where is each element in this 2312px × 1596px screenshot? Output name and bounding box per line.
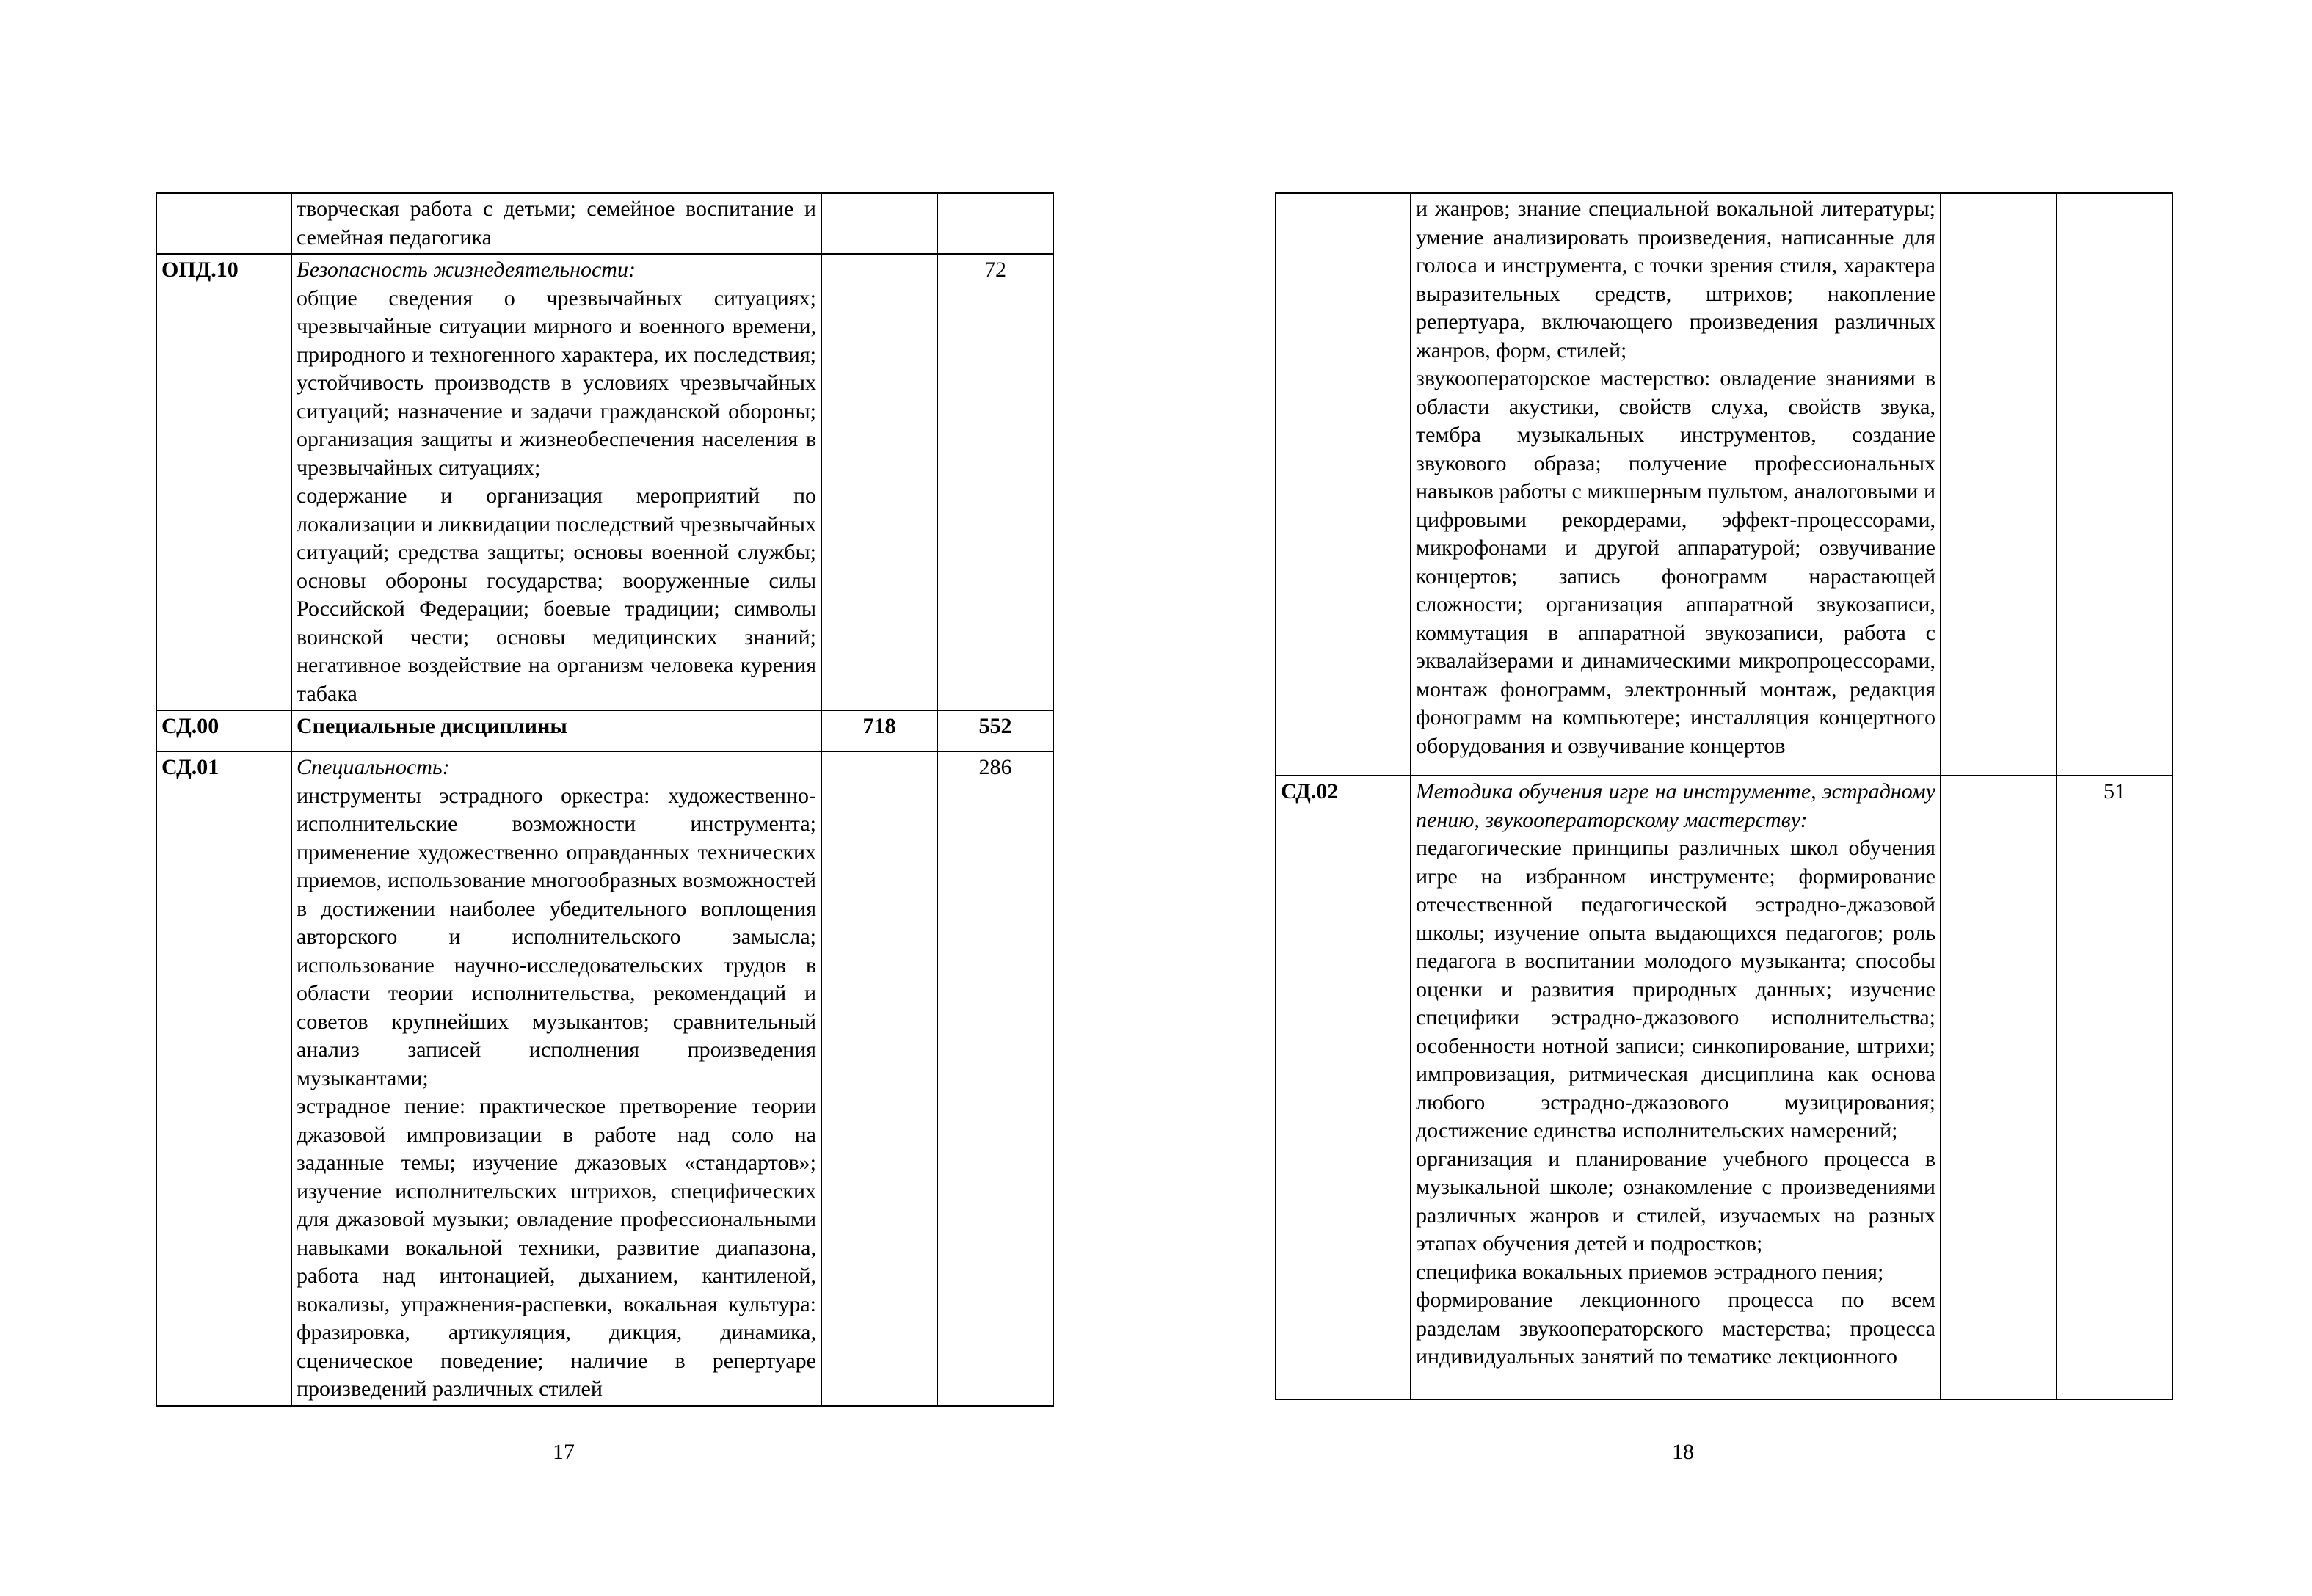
table-row <box>156 710 1053 751</box>
right-page <box>1156 0 2312 1596</box>
classroom-hours: 552 <box>937 710 1053 751</box>
description-paragraph: специфика вокальных приемов эстрадного пения; <box>1416 1259 1884 1284</box>
row-description <box>1411 776 1941 1399</box>
page-number: 17 <box>553 1440 575 1464</box>
discipline-title: Безопасность жизнедеятельности: <box>297 258 636 282</box>
description-paragraph: творческая работа с детьми; семейное воспитание и семейная педагогика <box>297 197 816 249</box>
table-row <box>156 751 1053 1406</box>
table-row <box>1276 193 2173 776</box>
row-code: СД.00 <box>156 710 291 751</box>
total-hours: 718 <box>821 710 937 751</box>
description-paragraph: звукооператорское мастерство: овладение знаниями в области акустики, свойств слуха, свойств звука, тембра музыкальных инструментов, создание звукового образа; получение профессиональных навыков работы с микшерным пультом, аналоговыми и цифровыми рекордерами, эффект-процессорами, микрофонами и другой аппаратурой; озвучивание концертов; запись фонограмм нарастающей сложности; организация аппаратной звукозаписи, коммутация в аппаратной звукозаписи, работа с эквалайзерами и динамическими микропроцессорами, монтаж фонограмм, электронный монтаж, редакция фонограмм на компьютере; инсталляция концертного оборудования и озвучивание концертов <box>1416 366 1935 758</box>
row-code: ОПД.10 <box>156 254 291 710</box>
description-paragraph: содержание и организация мероприятий по локализации и ликвидации последствий чрезвычайных ситуаций; средства защиты; основы военной службы; основы обороны государства; вооруженные силы Российской Федерации; боевые традиции; символы воинской чести; основы медицинских знаний; негативное воздействие на организм человека курения табака <box>297 484 816 706</box>
table-row <box>1276 776 2173 1399</box>
curriculum-table-right <box>1275 192 2173 1400</box>
section-title: Специальные дисциплины <box>297 714 567 738</box>
row-description <box>291 254 821 710</box>
classroom-hours <box>937 193 1053 254</box>
curriculum-table-left <box>156 192 1054 1407</box>
total-hours <box>821 751 937 1406</box>
row-code: СД.01 <box>156 751 291 1406</box>
row-code: СД.02 <box>1276 776 1411 1399</box>
total-hours <box>1941 193 2057 776</box>
total-hours <box>821 254 937 710</box>
classroom-hours: 72 <box>937 254 1053 710</box>
table-row <box>156 193 1053 254</box>
row-description <box>291 710 821 751</box>
total-hours <box>1941 776 2057 1399</box>
row-code <box>1276 193 1411 776</box>
total-hours <box>821 193 937 254</box>
discipline-title: Методика обучения игре на инструменте, эстрадному пению, звукооператорскому мастерству: <box>1416 779 1935 832</box>
classroom-hours: 51 <box>2057 776 2173 1399</box>
classroom-hours <box>2057 193 2173 776</box>
row-description <box>291 751 821 1406</box>
description-paragraph: общие сведения о чрезвычайных ситуациях; чрезвычайные ситуации мирного и военного времени, природного и техногенного характера, их последствия; устойчивость производств в условиях чрезвычайных ситуаций; назначение и задачи гражданской обороны; организация защиты и жизнеобеспечения населения в чрезвычайных ситуациях; <box>297 285 816 480</box>
description-paragraph: инструменты эстрадного оркестра: художественно-исполнительские возможности инструмента; применение художественно оправданных технических приемов, использование многообразных возможностей в достижении наиболее убедительного воплощения авторского и исполнительского замысла; использование научно-исследовательских трудов в области теории исполнительства, рекомендаций и советов крупнейших музыкантов; сравнительный анализ записей исполнения произведения музыкантами; <box>297 783 816 1090</box>
row-description <box>1411 193 1941 776</box>
description-paragraph: и жанров; знание специальной вокальной литературы; умение анализировать произведения, написанные для голоса и инструмента, с точки зрения стиля, характера выразительных средств, штрихов; накопление репертуара, включающего произведения различных жанров, форм, стилей; <box>1416 197 1935 362</box>
row-code <box>156 193 291 254</box>
description-paragraph: формирование лекционного процесса по всем разделам звукооператорского мастерства; процесса индивидуальных занятий по тематике лекционного <box>1416 1288 1935 1369</box>
description-paragraph: педагогические принципы различных школ обучения игре на избранном инструменте; формирование отечественной педагогической эстрадно-джазовой школы; изучение опыта выдающихся педагогов; роль педагога в воспитании молодого музыканта; способы оценки и развития природных данных; изучение специфики эстрадно-джазового исполнительства; особенности нотной записи; синкопирование, штрихи; импровизация, ритмическая дисциплина как основа любого эстрадно-джазового музицирования; достижение единства исполнительских намерений; <box>1416 836 1935 1143</box>
table-row <box>156 254 1053 710</box>
description-paragraph: эстрадное пение: практическое претворение теории джазовой импровизации в работе над соло на заданные темы; изучение джазовых «стандартов»; изучение исполнительских штрихов, специфических для джазовой музыки; овладение профессиональными навыками вокальной техники, развитие диапазона, работа над интонацией, дыханием, кантиленой, вокализы, упражнения-распевки, вокальная культура: фразировка, артикуляция, дикция, динамика, сценическое поведение; наличие в репертуаре произведений различных стилей <box>297 1094 816 1401</box>
discipline-title: Специальность: <box>297 755 450 779</box>
row-description <box>291 193 821 254</box>
page-number: 18 <box>1672 1440 1694 1464</box>
classroom-hours: 286 <box>937 751 1053 1406</box>
description-paragraph: организация и планирование учебного процесса в музыкальной школе; ознакомление с произведениями различных жанров и стилей, изучаемых на разных этапах обучения детей и подростков; <box>1416 1146 1935 1256</box>
